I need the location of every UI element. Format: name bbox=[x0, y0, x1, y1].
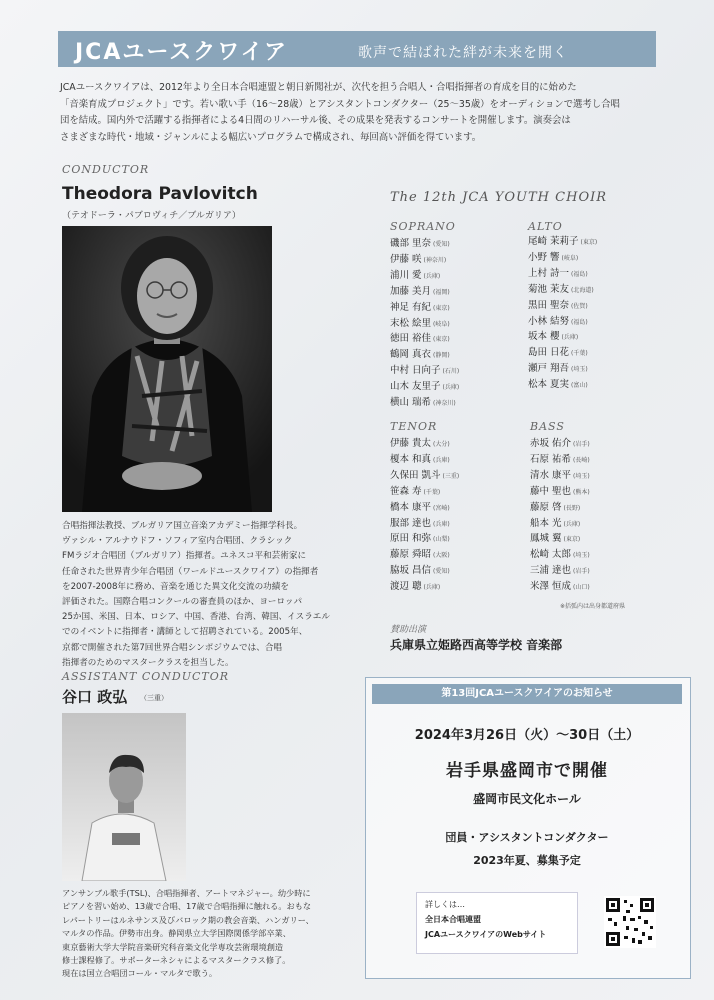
intro-paragraph bbox=[60, 80, 660, 146]
bio-line: 評価された。国際合唱コンクールの審査員のほか、ヨーロッパ bbox=[62, 597, 303, 608]
intro-line: さまざまな時代・地域・ジャンルによる幅広いプログラムで構成され、毎回高い評価を得ています。 bbox=[60, 131, 482, 143]
assistant-name: 谷口 政弘 bbox=[62, 688, 128, 706]
member-item: 松崎 太郎 (埼玉) bbox=[530, 549, 590, 561]
member-item: 赤坂 佑介 (岩手) bbox=[530, 438, 590, 449]
bio-line: 指揮者のためのマスタークラスを担当した。 bbox=[62, 657, 234, 668]
soprano-label: SOPRANO bbox=[390, 220, 456, 233]
event-hall: 盛岡市民文化ホール bbox=[473, 792, 581, 806]
member-item: 久保田 凱斗 (三重) bbox=[390, 469, 460, 481]
bio-line: ヴァシル・アルナウドフ・ソフィア室内合唱団、クラシック bbox=[62, 536, 293, 547]
bio-line: 合唱指揮法教授、ブルガリア国立音楽アカデミー指揮学科長。 bbox=[62, 521, 303, 531]
recruit-line-1: 団員・アシスタントコンダクター bbox=[445, 831, 609, 844]
member-item: 藤原 舜昭 (大阪) bbox=[390, 549, 450, 561]
assistant-photo bbox=[62, 713, 186, 881]
bio-line: 東京藝術大学大学院音楽研究科音楽文化学専攻芸術環境創造 bbox=[62, 941, 284, 952]
member-item: 伊藤 咲 (神奈川) bbox=[390, 253, 447, 265]
member-item: 浦川 愛 (兵庫) bbox=[390, 269, 441, 281]
member-item: 榎本 和真 (兵庫) bbox=[390, 453, 450, 465]
intro-line: JCAユースクワイアは、2012年より全日本合唱連盟と朝日新聞社が、次代を担う合唱人・合唱指揮者の育成を目的に始めた bbox=[60, 82, 577, 93]
conductor-portrait-image bbox=[62, 226, 272, 512]
bio-line: 25か国、米国、日本、ロシア、中国、香港、台湾、韓国、イスラエル bbox=[62, 612, 330, 623]
bass-label: BASS bbox=[530, 420, 565, 433]
member-item: 石原 祐希 (長崎) bbox=[530, 453, 590, 465]
assistant-role-label: ASSISTANT CONDUCTOR bbox=[62, 670, 230, 683]
member-item: 菊池 茉友 (北海道) bbox=[528, 283, 594, 295]
member-item: 加藤 美月 (福岡) bbox=[390, 285, 450, 297]
bio-line: マルタの作品。伊勢市出身。静岡県立大学国際関係学部卒業、 bbox=[62, 928, 291, 939]
member-item: 脇坂 昌信 (愛知) bbox=[390, 565, 450, 577]
conductor-kana: （テオドーラ・パブロヴィチ／ブルガリア） bbox=[62, 211, 241, 221]
bio-line: 現在は国立合唱団コール・マルタで歌う。 bbox=[62, 968, 218, 979]
website-info[interactable] bbox=[416, 892, 578, 954]
member-item: 清水 康平 (埼玉) bbox=[530, 469, 590, 481]
bio-line: FMラジオ合唱団（ブルガリア）指揮者。ユネスコ平和芸術家に bbox=[62, 551, 307, 562]
announcement-heading: 第13回JCAユースクワイアのお知らせ bbox=[372, 684, 682, 704]
conductor-name: Theodora Pavlovitch bbox=[62, 184, 258, 204]
web-line-1: 詳しくは… bbox=[425, 900, 465, 909]
member-item: 船本 光 (兵庫) bbox=[530, 517, 581, 529]
event-date: 2024年3月26日（火）〜30日（土） bbox=[414, 728, 640, 743]
tenor-list bbox=[390, 437, 459, 596]
member-item: 神足 有紀 (東京) bbox=[390, 301, 450, 313]
page-title: JCAユースクワイア bbox=[75, 40, 288, 65]
member-item: 渡辺 聰 (兵庫) bbox=[390, 581, 441, 593]
member-item: 瀬戸 翔吾 (埼玉) bbox=[528, 363, 588, 375]
bio-line: 京都で開催された第7回世界合唱シンポジウムでは、合唱 bbox=[62, 642, 283, 653]
bio-line: レパートリーはルネサンス及びバロック期の教会音楽、ハンガリー、 bbox=[62, 914, 314, 925]
member-item: 黒田 聖奈 (佐賀) bbox=[528, 299, 588, 311]
bio-line: でのイベントに指揮者・講師として招聘されている。2005年、 bbox=[62, 627, 308, 638]
member-item: 中村 日向子 (石川) bbox=[390, 365, 460, 377]
assistant-pref: （三重） bbox=[140, 694, 168, 702]
bio-line: ピアノを習い始め、13歳で合唱、17歳で合唱指揮に触れる。おもな bbox=[62, 901, 312, 912]
member-item: 笹森 寿 (千葉) bbox=[390, 485, 441, 497]
member-item: 島田 日花 (千葉) bbox=[528, 347, 588, 359]
support-label: 賛助出演 bbox=[390, 625, 427, 635]
member-item: 藤原 啓 (長野) bbox=[530, 501, 581, 513]
assistant-portrait-image bbox=[62, 713, 186, 881]
recruit-line-2: 2023年夏、募集予定 bbox=[473, 854, 581, 867]
member-item: 横山 瑞希 (神奈川) bbox=[390, 397, 456, 409]
conductor-bio bbox=[62, 519, 332, 671]
member-item: 上村 詩一 (福島) bbox=[528, 267, 588, 279]
soprano-list bbox=[390, 237, 459, 412]
bio-line: 修士課程修了。サポーターネシャによるマスタークラス修了。 bbox=[62, 955, 291, 966]
member-item: 山木 友里子 (兵庫) bbox=[390, 381, 460, 393]
tenor-label: TENOR bbox=[390, 420, 438, 433]
member-item: 末松 絵里 (岐阜) bbox=[390, 317, 450, 329]
bio-line: アンサンブル歌手(TSL)、合唱指揮者、アートマネジャー。幼少時に bbox=[62, 888, 311, 898]
member-item: 藤中 聖也 (熊本) bbox=[530, 485, 590, 497]
bio-line: 任命された世界青少年合唱団（ワールドユースクワイア）の指揮者 bbox=[62, 566, 319, 577]
member-item: 小林 結努 (福島) bbox=[528, 315, 588, 327]
member-item: 磯部 里奈 (愛知) bbox=[390, 238, 450, 249]
alto-label: ALTO bbox=[528, 220, 563, 233]
member-item: 鳳城 翼 (東京) bbox=[530, 533, 581, 545]
prefecture-note: ※括弧内は出身都道府県 bbox=[560, 603, 626, 610]
qr-code-icon[interactable] bbox=[604, 896, 656, 948]
conductor-role-label: CONDUCTOR bbox=[62, 163, 150, 176]
intro-line: 「音楽育成プロジェクト」です。若い歌い手（16〜28歳）とアシスタントコンダクター（25〜35歳）をオーディションで選考し合唱 bbox=[60, 98, 620, 110]
web-line-3: JCAユースクワイアのWebサイト bbox=[425, 930, 547, 939]
member-item: 原田 和弥 (山梨) bbox=[390, 533, 450, 545]
member-item: 米澤 恒成 (山口) bbox=[530, 581, 590, 593]
page-subtitle: 歌声で結ばれた絆が未来を開く bbox=[358, 45, 568, 61]
event-city: 岩手県盛岡市で開催 bbox=[446, 761, 608, 781]
support-name: 兵庫県立姫路西高等学校 音楽部 bbox=[390, 638, 563, 652]
choir-title: The 12th JCA YOUTH CHOIR bbox=[390, 190, 608, 205]
alto-list bbox=[528, 235, 597, 394]
member-item: 三浦 達也 (岩手) bbox=[530, 565, 590, 577]
bio-line: を2007-2008年に務め、音楽を通じた異文化交流の功績を bbox=[62, 581, 289, 592]
assistant-bio bbox=[62, 887, 352, 981]
member-item: 服部 達也 (兵庫) bbox=[390, 517, 450, 529]
member-item: 尾崎 茉莉子 (東京) bbox=[528, 236, 598, 247]
member-item: 徳田 裕佳 (東京) bbox=[390, 333, 450, 345]
member-item: 松本 夏実 (富山) bbox=[528, 379, 588, 391]
intro-line: 団を結成。国内外で活躍する指揮者による4日間のリハーサル後、その成果を発表するコンサートを開催します。演奏会は bbox=[60, 115, 571, 126]
member-item: 坂本 櫻 (兵庫) bbox=[528, 331, 579, 343]
member-item: 鶴岡 真衣 (静岡) bbox=[390, 349, 450, 361]
bass-list bbox=[530, 437, 590, 596]
member-item: 橋本 康平 (宮崎) bbox=[390, 501, 450, 513]
member-item: 小野 響 (岐阜) bbox=[528, 251, 579, 263]
conductor-photo bbox=[62, 226, 272, 512]
member-item: 伊藤 貴太 (大分) bbox=[390, 438, 450, 449]
web-line-2: 全日本合唱連盟 bbox=[425, 915, 481, 924]
